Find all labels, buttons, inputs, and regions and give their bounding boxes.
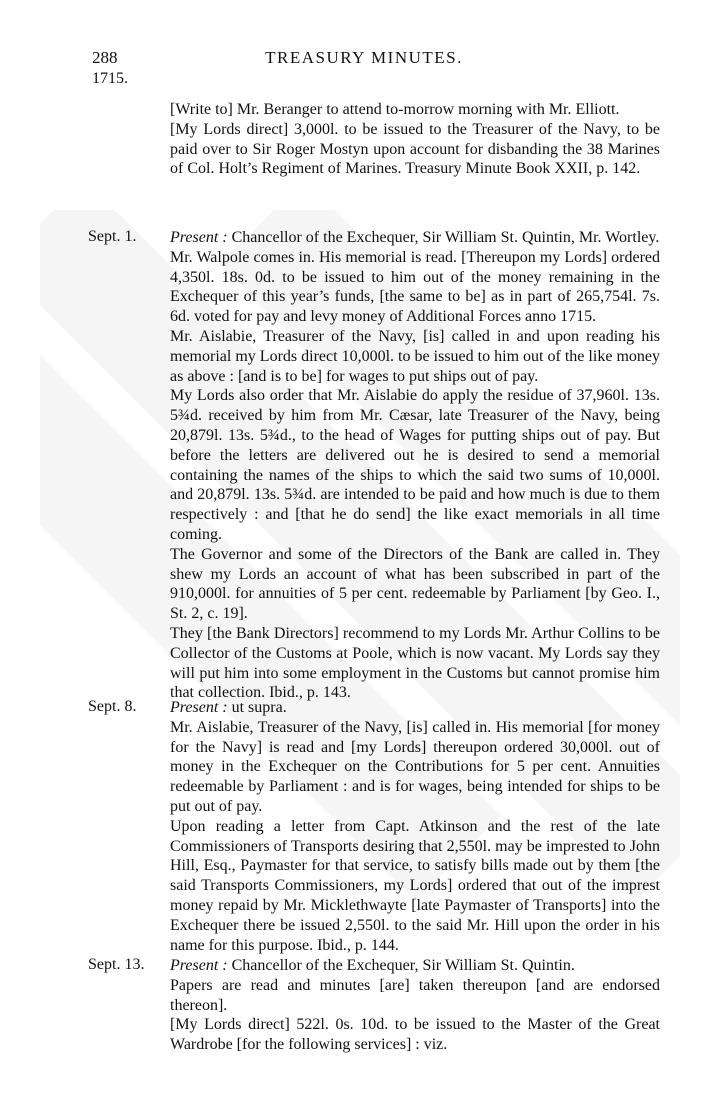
entry-body: [170, 228, 660, 703]
paragraph: Upon reading a letter from Capt. Atkinson and the rest of the late Commissioners of Transports desiring that 2,550l. may be imprested to John Hill, Esq., Paymaster for that service, to satisfy bills made out by them [the said Transports Commissioners, my Lords] ordered that out of the imprest money repaid by Mr. Micklethwayte [late Paymaster of Transports] into the Exchequer there be issued 2,550l. to the said Mr. Hill upon the order in his name for this purpose. Ibid., p. 144.: [170, 817, 660, 954]
present-text: ut supra.: [227, 699, 287, 716]
paragraph: Mr. Walpole comes in. His memorial is read. [Thereupon my Lords] ordered 4,350l. 18s. 0d. to be issued to him out of the money remaining in the Exchequer of this year’s funds, [the same to be] as in part of 265,754l. 7s. 6d. voted for pay and levy money of Additional Forces anno 1715.: [170, 248, 660, 326]
entry-body: [170, 100, 660, 179]
entry-body: [170, 698, 660, 955]
present-label: Present :: [170, 699, 228, 716]
present-line: [170, 228, 660, 248]
paragraph: Mr. Aislabie, Treasurer of the Navy, [is] called in. His memorial [for money for the Navy] is read and [my Lords] thereupon ordered 30,000l. out of money in the Exchequer on the Contributions for 5 per cent. Annuities redeemable by Parliament : and is for wages, being intended for ships to be put out of pay.: [170, 718, 660, 815]
paragraph: They [the Bank Directors] recommend to my Lords Mr. Arthur Collins to be Collector of the Customs at Poole, which is now vacant. My Lords say they will put him into some employment in the Customs but cannot promise him that collection. Ibid., p. 143.: [170, 624, 660, 702]
present-line: [170, 956, 660, 976]
entry-body: [170, 956, 660, 1055]
entry-date: Sept. 1.: [88, 228, 137, 245]
paragraph: Mr. Aislabie, Treasurer of the Navy, [is] called in and upon reading his memorial my Lords direct 10,000l. to be issued to him out of the like money as above : [and is to be] for wages to put ships out of pay.: [170, 327, 660, 385]
running-title: TREASURY MINUTES.: [265, 48, 463, 67]
entry-date: Sept. 13.: [88, 956, 145, 973]
paragraph: The Governor and some of the Directors of the Bank are called in. They shew my Lords an account of what has been subscribed in part of the 910,000l. for annuities of 5 per cent. redeemable by Parliament [by Geo. I., St. 2, c. 19].: [170, 545, 660, 623]
paragraph: [My Lords direct] 3,000l. to be issued to the Treasurer of the Navy, to be paid over to Sir Roger Mostyn upon account for disbanding the 38 Marines of Col. Holt’s Regiment of Marines. Treasury Minute Book XXII, p. 142.: [170, 120, 660, 178]
entry-date: Sept. 8.: [88, 698, 137, 715]
present-text: Chancellor of the Exchequer, Sir William St. Quintin, Mr. Wortley.: [227, 229, 660, 246]
present-label: Present :: [170, 229, 228, 246]
page-number: 288: [92, 48, 118, 67]
present-label: Present :: [170, 957, 228, 974]
present-text: Chancellor of the Exchequer, Sir William St. Quintin.: [227, 957, 575, 974]
paragraph: [My Lords direct] 522l. 0s. 10d. to be issued to the Master of the Great Wardrobe [for the following services] : viz.: [170, 1016, 660, 1054]
page-header: [0, 48, 728, 88]
margin-year: 1715.: [92, 70, 128, 87]
paragraph: Papers are read and minutes [are] taken thereupon [and are endorsed thereon].: [170, 976, 660, 1014]
paragraph: [Write to] Mr. Beranger to attend to-morrow morning with Mr. Elliott.: [170, 101, 620, 118]
present-line: [170, 698, 660, 718]
paragraph: My Lords also order that Mr. Aislabie do apply the residue of 37,960l. 13s. 5¾d. received by him from Mr. Cæsar, late Treasurer of the Navy, being 20,879l. 13s. 5¾d., to the head of Wages for putting ships out of pay. But before the letters are delivered out he is desired to send a memorial containing the names of the ships to which the said two sums of 10,000l. and 20,879l. 13s. 5¾d. are intended to be paid and how much is due to them respectively : and [that he do send] the like exact memorials in all time coming.: [170, 387, 660, 543]
